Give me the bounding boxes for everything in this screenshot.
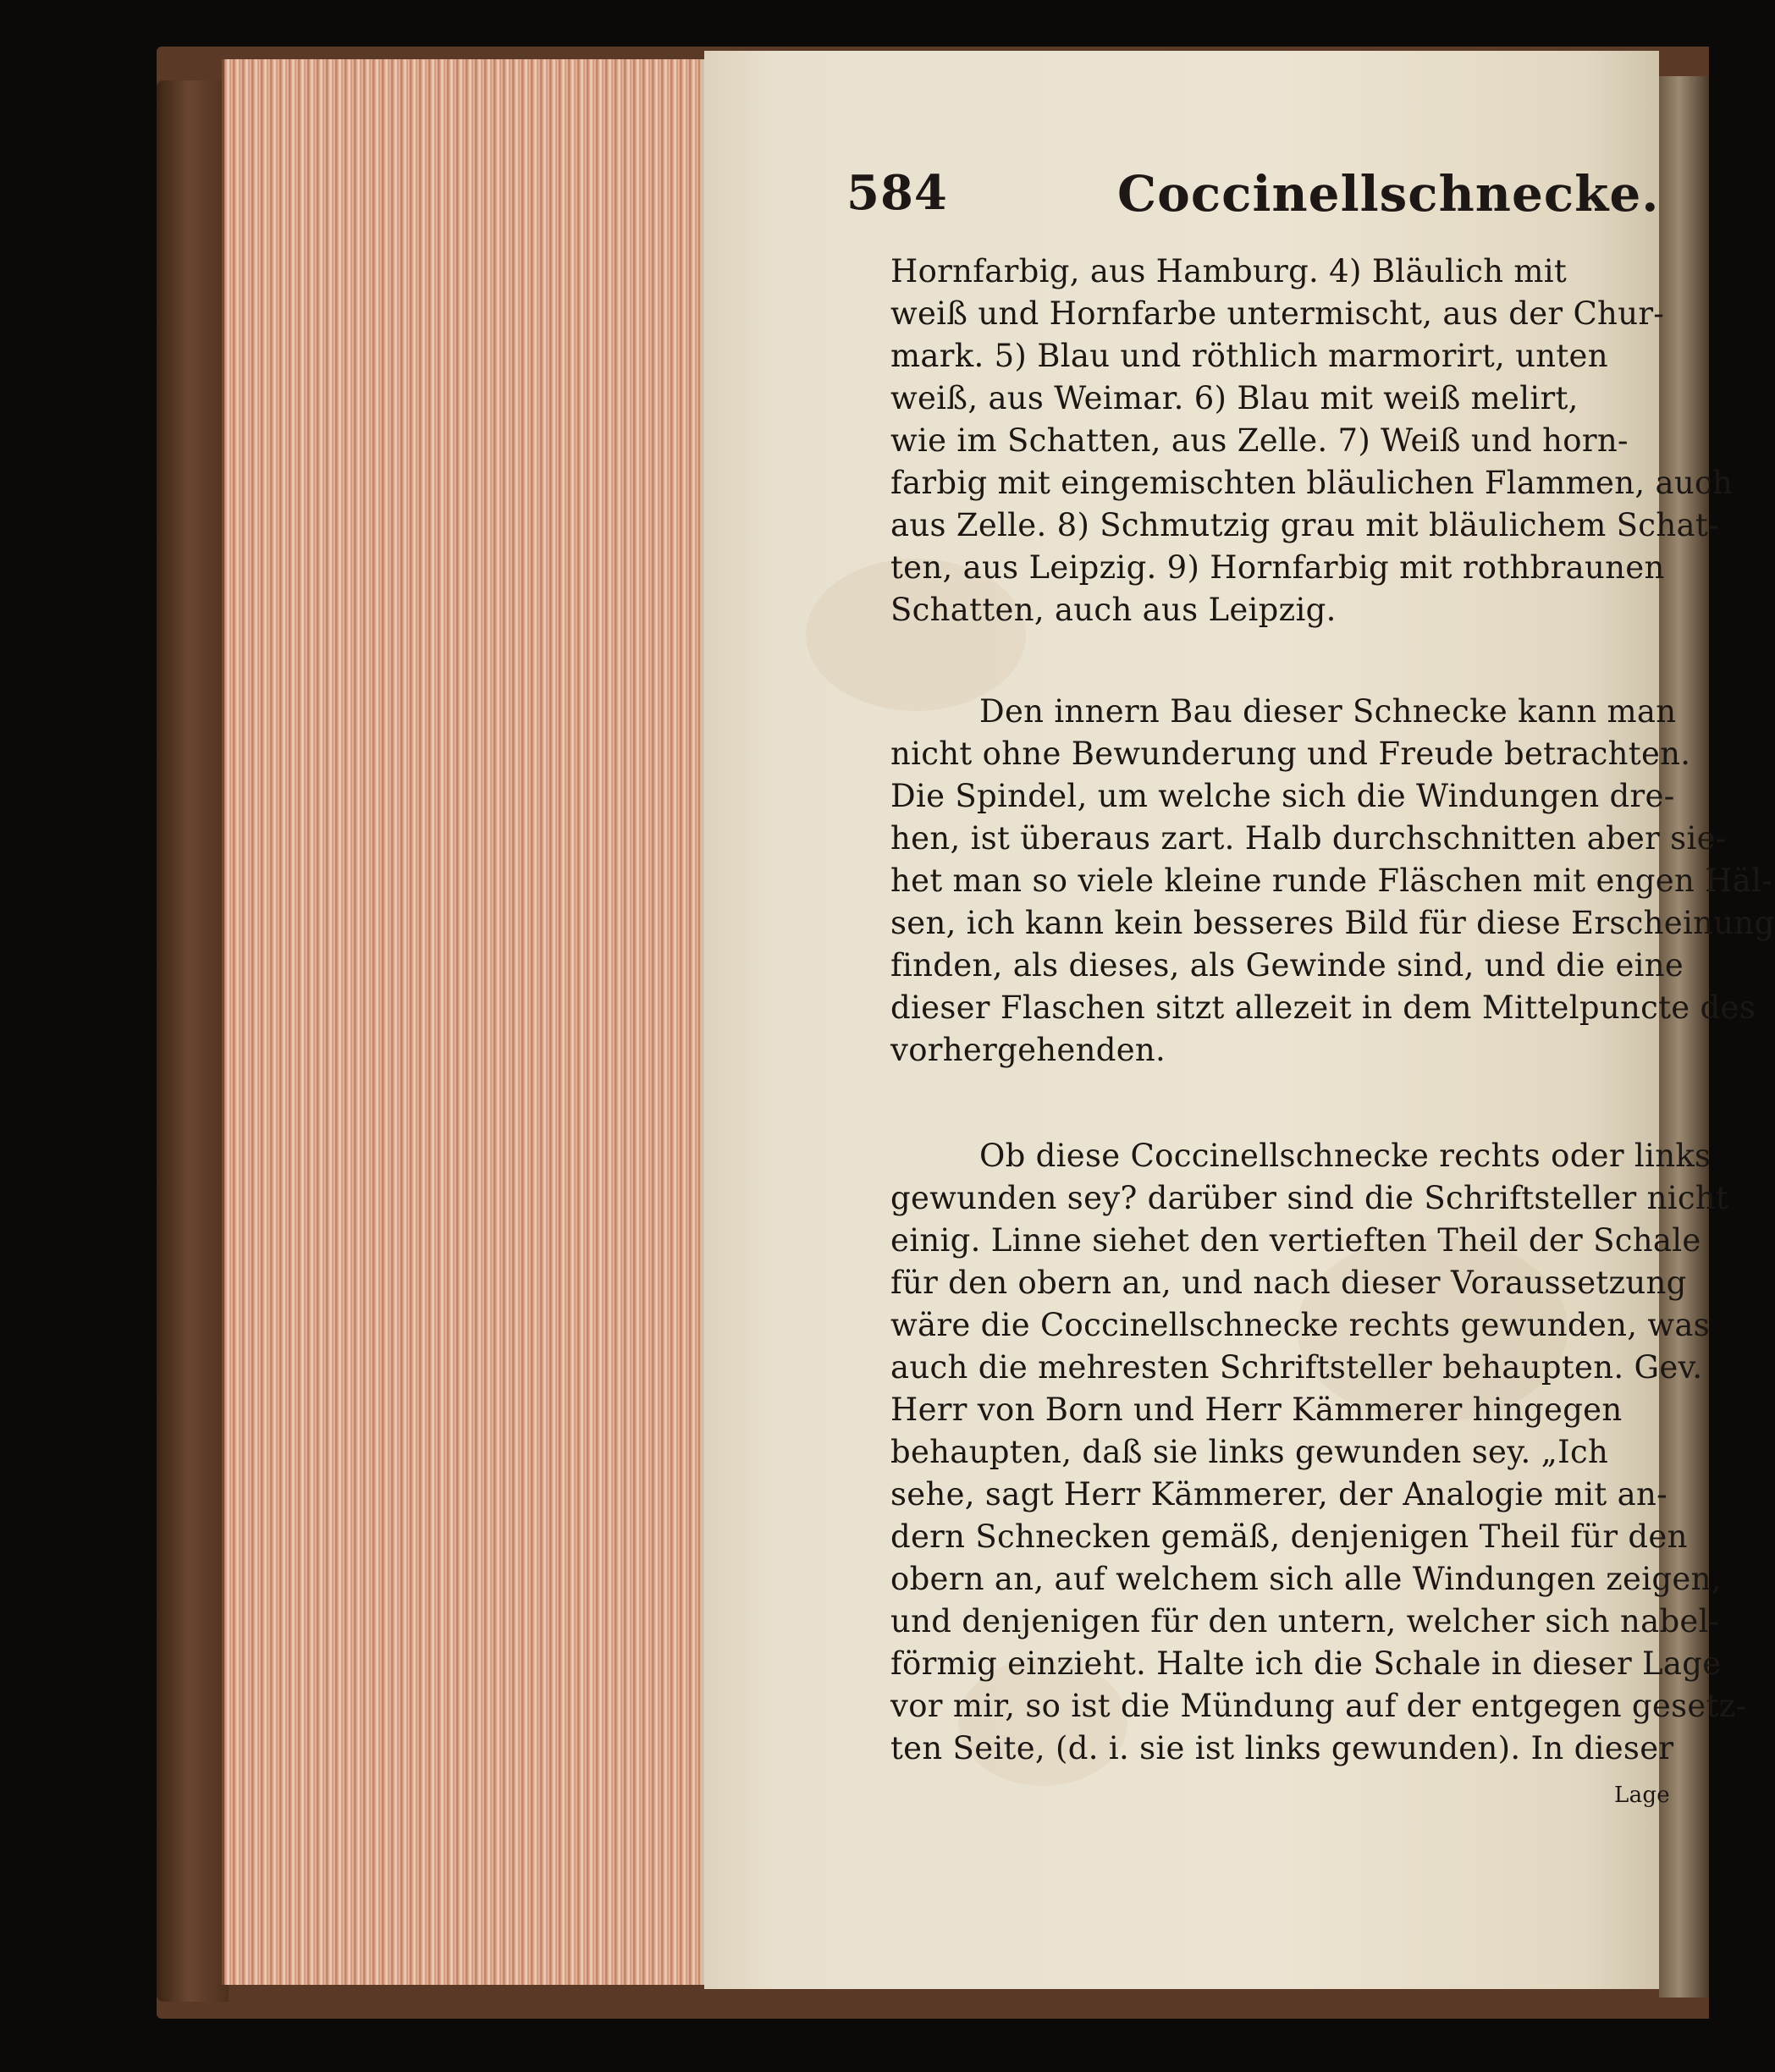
text-line: obern an, auf welchem sich alle Windungen zeigen, [890, 1561, 1722, 1597]
text-line: het man so viele kleine runde Fläschen mit engen Häl- [890, 862, 1772, 899]
text-line: wäre die Coccinellschnecke rechts gewunden, was [890, 1307, 1710, 1343]
text-line: und denjenigen für den untern, welcher sich nabel- [890, 1603, 1720, 1639]
text-line: Den innern Bau dieser Schnecke kann man [979, 693, 1677, 730]
text-line: hen, ist überaus zart. Halb durchschnitten aber sie- [890, 820, 1727, 857]
text-line: farbig mit eingemischten bläulichen Flammen, auch [890, 465, 1734, 501]
text-line: einig. Linne siehet den vertieften Theil der Schale [890, 1222, 1701, 1259]
running-title: Coccinellschnecke. [1117, 165, 1660, 223]
text-line: ten Seite, (d. i. sie ist links gewunden). In dieser [890, 1730, 1674, 1766]
running-head [846, 165, 1660, 233]
text-line: weiß, aus Weimar. 6) Blau mit weiß melirt, [890, 380, 1579, 416]
text-line: für den obern an, und nach dieser Voraussetzung [890, 1265, 1687, 1301]
catchword: Lage [1614, 1783, 1670, 1808]
text-line: Schatten, auch aus Leipzig. [890, 592, 1337, 628]
text-line: gewunden sey? darüber sind die Schriftsteller nicht [890, 1180, 1729, 1216]
text-line: behaupten, daß sie links gewunden sey. „Ich [890, 1434, 1609, 1470]
text-line: ten, aus Leipzig. 9) Hornfarbig mit rothbraunen [890, 549, 1665, 586]
text-line: auch die mehresten Schriftsteller behaupten. Gev. [890, 1349, 1703, 1386]
page-edges [222, 59, 707, 1985]
text-line: sehe, sagt Herr Kämmerer, der Analogie mit an- [890, 1476, 1668, 1513]
text-line: Herr von Born und Herr Kämmerer hingegen [890, 1391, 1623, 1428]
text-line: Hornfarbig, aus Hamburg. 4) Bläulich mit [890, 253, 1568, 289]
text-line: Die Spindel, um welche sich die Windungen dre- [890, 778, 1675, 814]
text-line: vorhergehenden. [890, 1032, 1166, 1068]
text-line: weiß und Hornfarbe untermischt, aus der Chur- [890, 295, 1665, 332]
text-line: förmig einzieht. Halte ich die Schale in dieser Lage [890, 1645, 1722, 1682]
text-line: vor mir, so ist die Mündung auf der entgegen gesetz- [890, 1688, 1747, 1724]
page-text [890, 251, 1775, 1986]
text-line: mark. 5) Blau und röthlich marmorirt, unten [890, 338, 1608, 374]
text-line: sen, ich kann kein besseres Bild für diese Erscheinung [890, 905, 1775, 941]
text-line: nicht ohne Bewunderung und Freude betrachten. [890, 736, 1691, 772]
book-spine [157, 80, 229, 2002]
text-line: dieser Flaschen sitzt allezeit in dem Mittelpuncte des [890, 989, 1756, 1026]
text-line: aus Zelle. 8) Schmutzig grau mit bläulichem Schat- [890, 507, 1719, 543]
text-line: wie im Schatten, aus Zelle. 7) Weiß und horn- [890, 422, 1629, 459]
text-line: dern Schnecken gemäß, denjenigen Theil für den [890, 1518, 1688, 1555]
page-number: 584 [846, 165, 948, 221]
text-line: finden, als dieses, als Gewinde sind, und die eine [890, 947, 1684, 984]
text-line: Ob diese Coccinellschnecke rechts oder links [979, 1138, 1712, 1174]
